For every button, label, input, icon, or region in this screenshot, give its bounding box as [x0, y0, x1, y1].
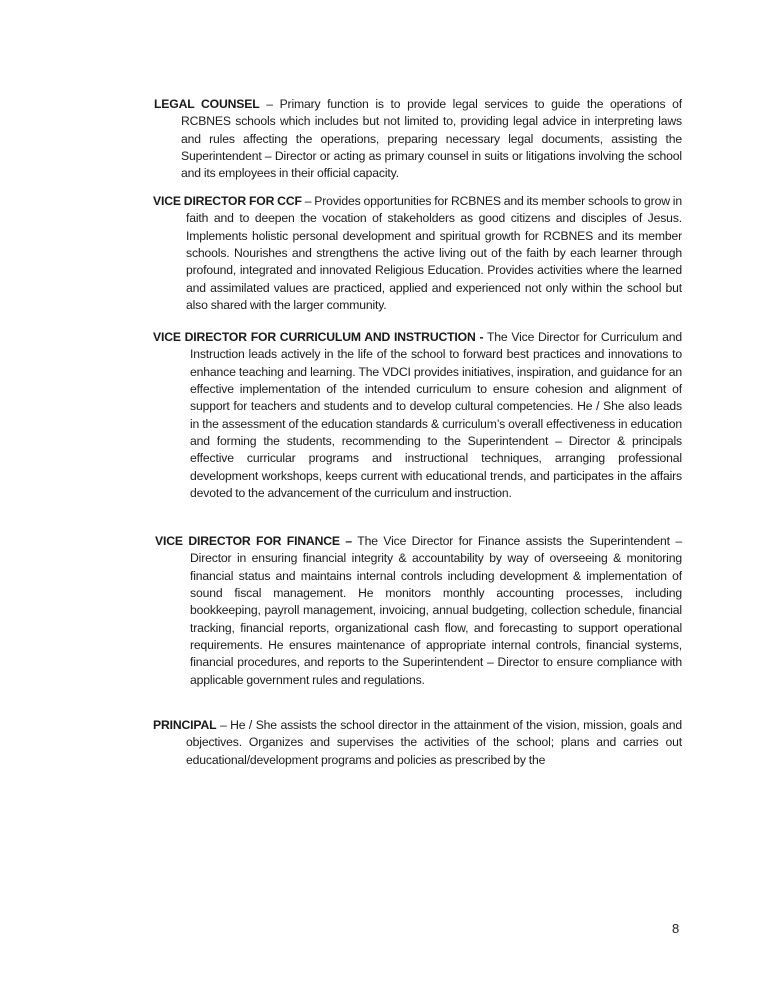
entry-paragraph [153, 193, 682, 314]
entry-vice-director-finance [155, 533, 682, 689]
entry-text: The Vice Director for Curriculum and Instruction leads actively in the life of the school to forward best practices and innovations to enhance teaching and learning. The VDCI provides initiatives, inspiration, and guidance for an effective implementation of the intended curriculum to ensure cohesion and alignment of support for teachers and students and to develop cultural competencies. He / She also leads in the assessment of the education standards & curriculum’s overall effectiveness in education and forming the students, recommending to the Superintendent – Director & principals effective curricular programs and instructional techniques, arranging professional development workshops, keeps current with educational trends, and participates in the affairs devoted to the advancement of the curriculum and instruction. [190, 330, 682, 501]
entry-principal [153, 717, 682, 769]
entry-text: Primary function is to provide legal services to guide the operations of RCBNES schools which includes but not limited to, providing legal advice in interpreting laws and rules affecting the operations, preparing necessary legal documents, assisting the Superintendent – Director or acting as primary counsel in suits or litigations involving the school and its employees in their official capacity. [181, 97, 682, 181]
entry-legal-counsel [154, 96, 682, 183]
entry-title: VICE DIRECTOR FOR CCF [153, 194, 302, 208]
entry-separator: – [301, 194, 315, 208]
entry-title: LEGAL COUNSEL [154, 97, 260, 111]
entry-separator: – [216, 718, 231, 732]
entry-separator: – [259, 97, 280, 111]
entry-text: Provides opportunities for RCBNES and its member schools to grow in faith and to deepen the vocation of stakeholders as good citizens and disciples of Jesus. Implements holistic personal development and spiritual growth for RCBNES and its member schools. Nourishes and strengthens the active living out of the faith by each learner through profound, integrated and innovated Religious Education. Provides activities where the learned and assimilated values are practiced, applied and experienced not only within the school but also shared with the larger community. [186, 194, 682, 313]
page-number: 8 [672, 921, 680, 936]
entry-vice-director-ccf [153, 193, 682, 314]
entry-text: He / She assists the school director in the attainment of the vision, mission, goals and objectives. Organizes and supervises the activities of the school; plans and carries out educational/development programs and policies as prescribed by the [186, 718, 682, 767]
entry-title: VICE DIRECTOR FOR FINANCE – [155, 534, 353, 548]
entry-paragraph [155, 533, 682, 689]
entry-paragraph [153, 329, 682, 502]
entry-paragraph [153, 717, 682, 769]
entry-text: The Vice Director for Finance assists the Superintendent – Director in ensuring financial integrity & accountability by way of overseeing & monitoring financial status and maintains internal controls including development & implementation of sound fiscal management. He monitors monthly accounting processes, including bookkeeping, payroll management, invoicing, annual budgeting, collection schedule, financial tracking, financial reports, organizational cash flow, and forecasting to support operational requirements. He ensures maintenance of appropriate internal controls, financial systems, financial procedures, and reports to the Superintendent – Director to ensure compliance with applicable government rules and regulations. [190, 534, 682, 687]
entry-title: VICE DIRECTOR FOR CURRICULUM AND INSTRUCTION - [153, 330, 484, 344]
entry-title: PRINCIPAL [153, 718, 217, 732]
entry-paragraph [154, 96, 682, 183]
entry-vice-director-curriculum [153, 329, 682, 502]
